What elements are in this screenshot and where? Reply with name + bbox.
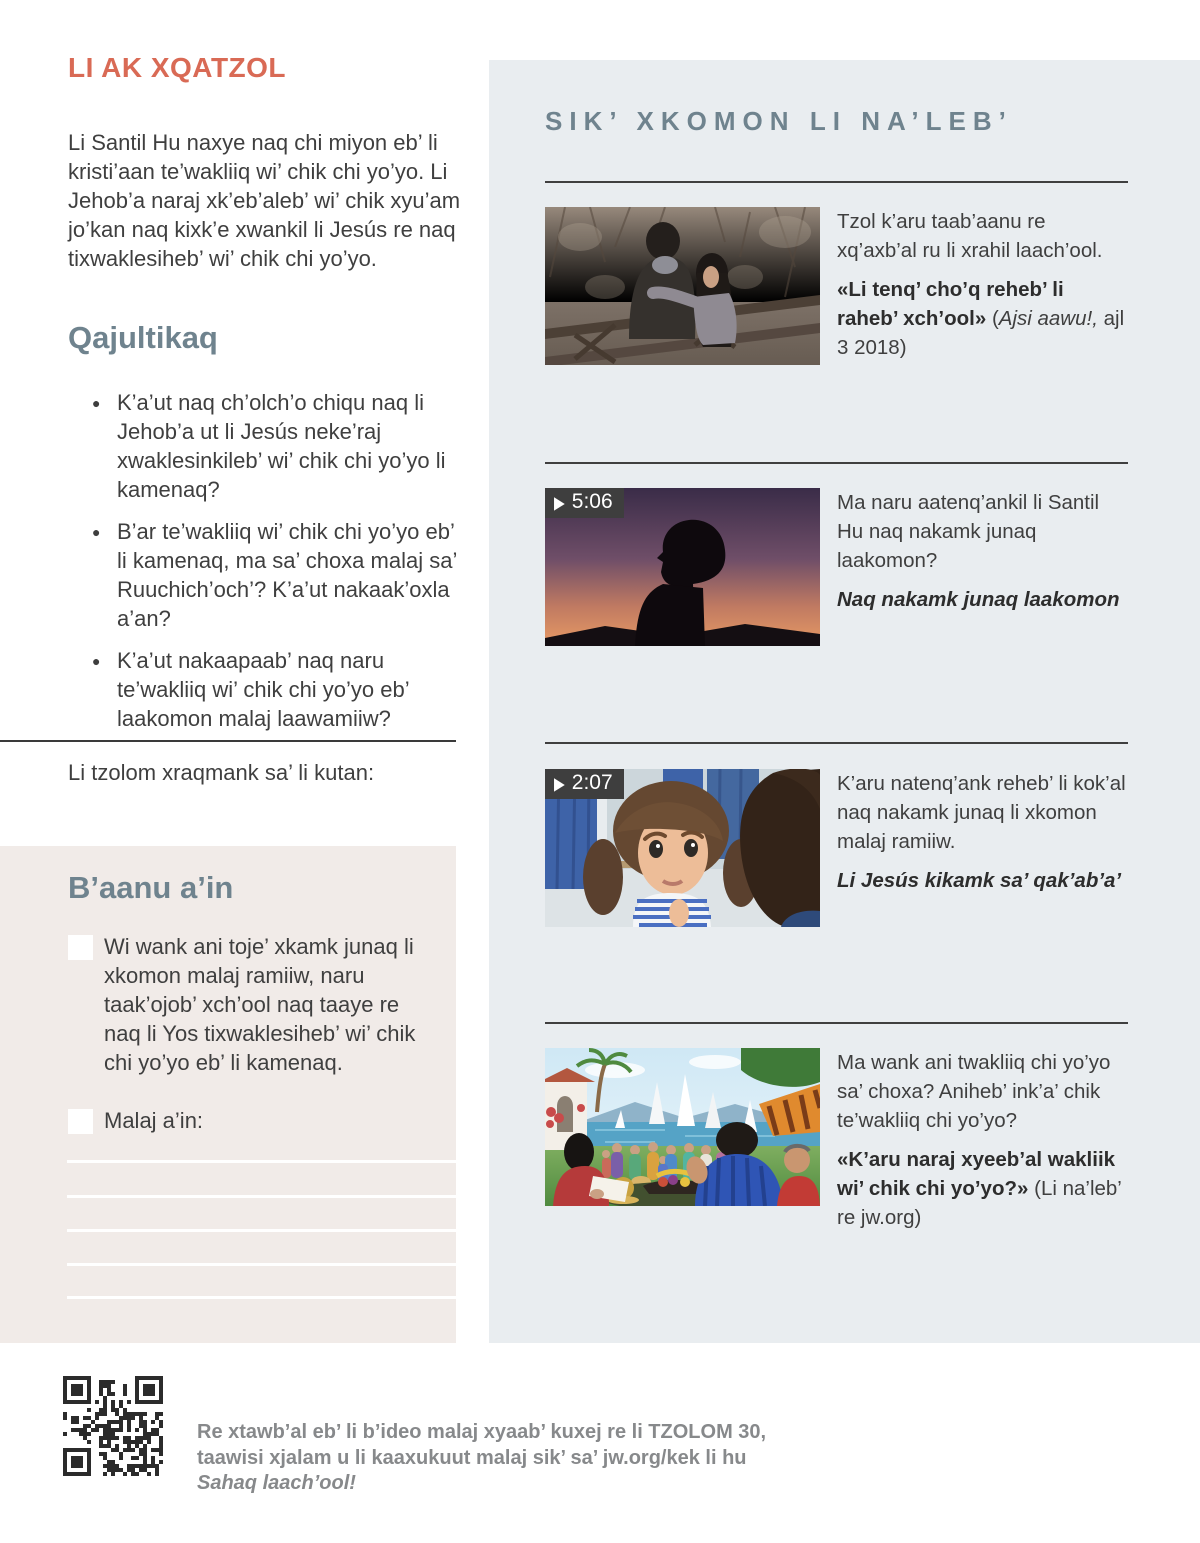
write-line[interactable] [67, 1160, 456, 1163]
section-divider [0, 740, 456, 742]
article-image-paradise [545, 1048, 820, 1206]
review-heading: LI AK XQATZOL [68, 52, 287, 83]
write-line[interactable] [67, 1229, 456, 1232]
write-line[interactable] [67, 1263, 456, 1266]
panel-entry [545, 207, 1128, 365]
video-duration: 5:06 [571, 490, 613, 513]
question-list [68, 388, 466, 746]
remember-heading: Qajultikaq [68, 320, 218, 355]
assignment-heading: B’aanu a’in [68, 870, 234, 905]
video-thumbnail-animated-girl[interactable] [545, 769, 820, 927]
assignment-option [68, 1106, 438, 1135]
digging-deeper-panel [489, 60, 1200, 1343]
entry-reference: «Li tenq’ cho’q reheb’ li raheb’ xch’ool» (Ajsi aawu!, ajl 3 2018) [837, 278, 1125, 359]
video-title: Li Jesús kikamk sa’ qak’ab’a’ [837, 869, 1122, 892]
video-duration: 2:07 [571, 771, 613, 794]
play-icon: ▶ [554, 773, 565, 793]
homework-note: Li tzolom xraqmank sa’ li kutan: [68, 760, 375, 785]
question-item: ● K’a’ut naq ch’olch’o chiqu naq li Jehob’a ut li Jesús neke’raj xwaklesinkileb’ wi’ chik chi yo’yo li kamenaq? [68, 388, 466, 504]
entry-divider [545, 1022, 1128, 1024]
panel-entry [545, 769, 1128, 927]
entry-reference: «K’aru naraj xyeeb’al wakliik wi’ chik chi yo’yo?» (Li na’leb’ re jw.org) [837, 1148, 1122, 1229]
intro-paragraph: Li Santil Hu naxye naq chi miyon eb’ li kristi’aan te’wakliiq wi’ chik chi yo’yo. Li Jehob’a naraj xk’eb’aleb’ wi’ chik xyu’am jo’kan naq kixk’e xwankil li Jesús re naq tixwaklesiheb’ wi’ chik chi yo’yo. [68, 130, 461, 271]
assignment-option-label: Wi wank ani toje’ xkamk junaq li xkomon malaj ramiiw, naru taak’ojob’ xch’ool naq taaye re naq li Yos tixwaklesiheb’ wi’ chik chi yo’yo eb’ li kamenaq. [104, 934, 416, 1075]
panel-heading: SIK’ XKOMON LI NA’LEB’ [545, 106, 1013, 136]
entry-body: Ma wank ani twakliiq chi yo’yo sa’ choxa? Aniheb’ ink’a’ chik te’wakliiq chi yo’yo? [837, 1051, 1111, 1132]
question-item: ● K’a’ut nakaapaab’ naq naru te’wakliiq wi’ chik chi yo’yo eb’ laakomon malaj laawamiiw? [68, 646, 466, 733]
video-duration-badge [545, 488, 624, 518]
assignment-option-label: Malaj a’in: [104, 1108, 204, 1133]
checkbox[interactable] [68, 935, 93, 960]
video-thumbnail-sunset[interactable] [545, 488, 820, 646]
write-line[interactable] [67, 1296, 456, 1299]
assignment-box [0, 846, 456, 1343]
entry-body: Ma naru aatenq’ankil li Santil Hu naq nakamk junaq laakomon? [837, 491, 1100, 572]
qr-code [63, 1376, 163, 1476]
play-icon: ▶ [554, 492, 565, 512]
entry-divider [545, 742, 1128, 744]
panel-entry [545, 488, 1128, 646]
entry-divider [545, 462, 1128, 464]
question-item: ● B’ar te’wakliiq wi’ chik chi yo’yo eb’ li kamenaq, ma sa’ choxa malaj sa’ Ruuchich’och’? K’a’ut nakaak’oxla a’an? [68, 517, 466, 633]
article-image-couple [545, 207, 820, 365]
checkbox[interactable] [68, 1109, 93, 1134]
entry-body: K’aru natenq’ank reheb’ li kok’al naq nakamk junaq li xkomon malaj ramiiw. [837, 772, 1126, 853]
video-title: Naq nakamk junaq laakomon [837, 588, 1120, 611]
qr-caption: Re xtawb’al eb’ li b’ideo malaj xyaab’ kuxej re li TZOLOM 30, taawisi xjalam u li kaaxukuut malaj sik’ sa’ jw.org/kek li hu Sahaq laach’ool! [197, 1421, 767, 1494]
panel-entry [545, 1048, 1128, 1232]
entry-body: Tzol k’aru taab’aanu re xq’axb’al ru li xrahil laach’ool. [837, 210, 1103, 262]
video-duration-badge [545, 769, 624, 799]
write-line[interactable] [67, 1195, 456, 1198]
entry-divider [545, 181, 1128, 183]
assignment-option [68, 932, 438, 1077]
